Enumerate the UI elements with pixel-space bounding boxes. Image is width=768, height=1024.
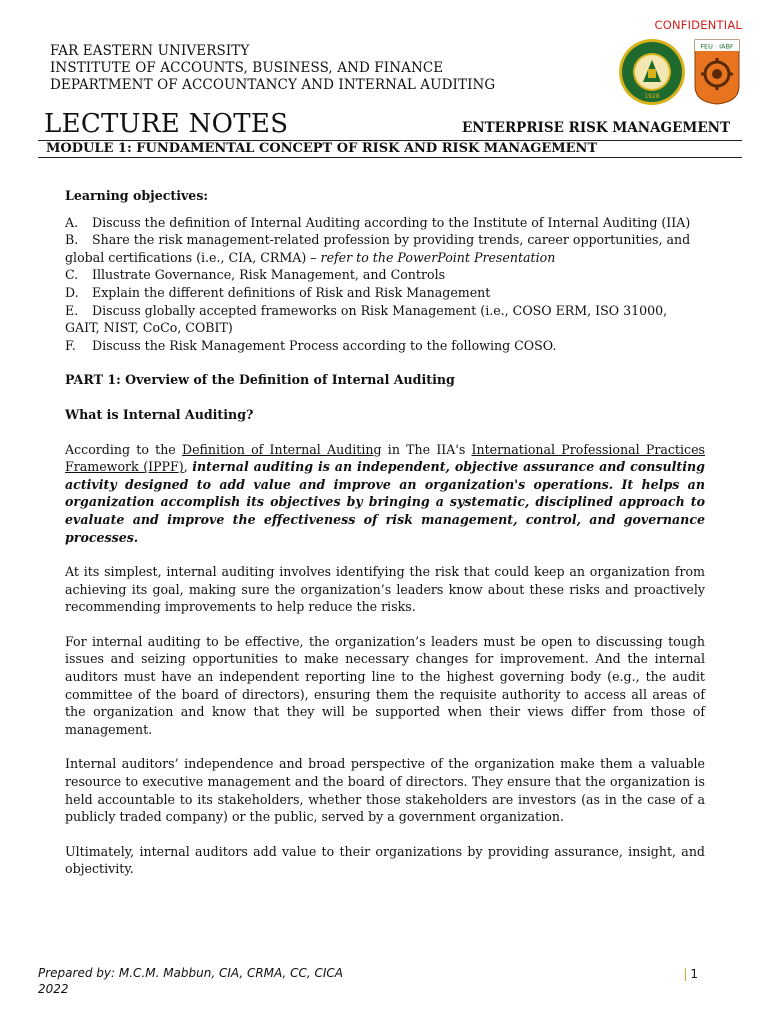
body-paragraph: At its simplest, internal auditing involves identifying the risk that could keep an organization from achieving its goal, making sure the organization’s leaders know about these risks and proactively recommending improvements to help reduce the risks. [65, 564, 705, 615]
module-title: MODULE 1: FUNDAMENTAL CONCEPT OF RISK AND RISK MANAGEMENT [46, 141, 598, 156]
objective-item: A. Discuss the definition of Internal Auditing according to the Institute of Internal Auditing (IIA) [65, 214, 691, 230]
definition-quote: internal auditing is an independent, objective assurance and consulting activity designed to add value and improve an organization's operations. It helps an organization accomplish its objectives by bringing a systematic, disciplined approach to evaluate and improve the effectiveness of risk management, control, and governance processes. [65, 459, 705, 545]
definition-paragraph: According to the Definition of Internal Auditing in The IIA's International Professional Practices Framework (IPPF), internal auditing is an independent, objective assurance and consulting activity designed to add value and improve an organization's operations. It helps an organization accomplish its objectives by bringing a systematic, disciplined approach to evaluate and improve the effectiveness of risk management, control, and governance processes. [65, 441, 705, 545]
feu-seal-logo [618, 38, 686, 106]
objective-item: C. Illustrate Governance, Risk Management, and Controls [65, 267, 446, 283]
objective-item: F. Discuss the Risk Management Process according to the following COSO. [65, 337, 557, 353]
body-paragraph: Ultimately, internal auditors add value to their organizations by providing assurance, insight, and objectivity. [65, 843, 705, 877]
institution-header [50, 43, 495, 94]
prepared-by: Prepared by: M.C.M. Mabbun, CIA, CRMA, CC, CICA [38, 966, 343, 980]
ippf-link[interactable]: International Professional Practices Framework (IPPF) [65, 441, 705, 475]
institute-name: INSTITUTE OF ACCOUNTS, BUSINESS, AND FINANCE [50, 60, 444, 76]
page-number: | 1 [683, 967, 698, 981]
department-name: DEPARTMENT OF ACCOUNTANCY AND INTERNAL AUDITING [50, 77, 496, 93]
part1-heading: PART 1: Overview of the Definition of Internal Auditing [65, 372, 455, 388]
lecture-content [65, 187, 705, 878]
objective-item: E. Discuss globally accepted frameworks on Risk Management (i.e., COSO ERM, ISO 31000, GAIT, NIST, CoCo, COBIT) [65, 302, 668, 336]
objectives-heading: Learning objectives: [65, 188, 209, 203]
body-paragraph: For internal auditing to be effective, the organization’s leaders must be open to discussing tough issues and seizing opportunities to make necessary changes for improvement. And the internal auditors must have an independent reporting line to the highest governing body (e.g., the audit committee of the board of directors), ensuring them the requisite authority to access all areas of the organization and know that they will be supported when their views differ from those of management. [65, 633, 705, 737]
divider [38, 157, 742, 158]
university-name: FAR EASTERN UNIVERSITY [50, 43, 250, 59]
svg-text:FEU · IABF: FEU · IABF [700, 42, 734, 51]
definition-link[interactable]: Definition of Internal Auditing [181, 441, 382, 457]
objective-item: D. Explain the different definitions of Risk and Risk Management [65, 284, 491, 300]
svg-text:1928: 1928 [644, 93, 660, 100]
course-subject: ENTERPRISE RISK MANAGEMENT [462, 120, 730, 136]
footer-year: 2022 [38, 982, 69, 996]
objective-item: B. Share the risk management-related profession by providing trends, career opportunities, and global certifications (i.e., CIA, CRMA) – refer to the PowerPoint Presentation [65, 232, 691, 265]
section-question: What is Internal Auditing? [65, 406, 254, 422]
page-separator: | [683, 967, 688, 981]
feu-iabf-logo [693, 38, 741, 106]
objective-note: refer to the PowerPoint Presentation [320, 249, 556, 265]
body-paragraph: Internal auditors’ independence and broad perspective of the organization make them a valuable resource to executive management and the board of directors. They ensure that the organization is held accountable to its stakeholders, whether those stakeholders are investors (as in the case of a publicly traded company) or the public, served by a government organization. [65, 756, 705, 825]
confidential-label: CONFIDENTIAL [654, 18, 742, 32]
page-title: LECTURE NOTES [44, 109, 289, 139]
footer [38, 965, 343, 997]
